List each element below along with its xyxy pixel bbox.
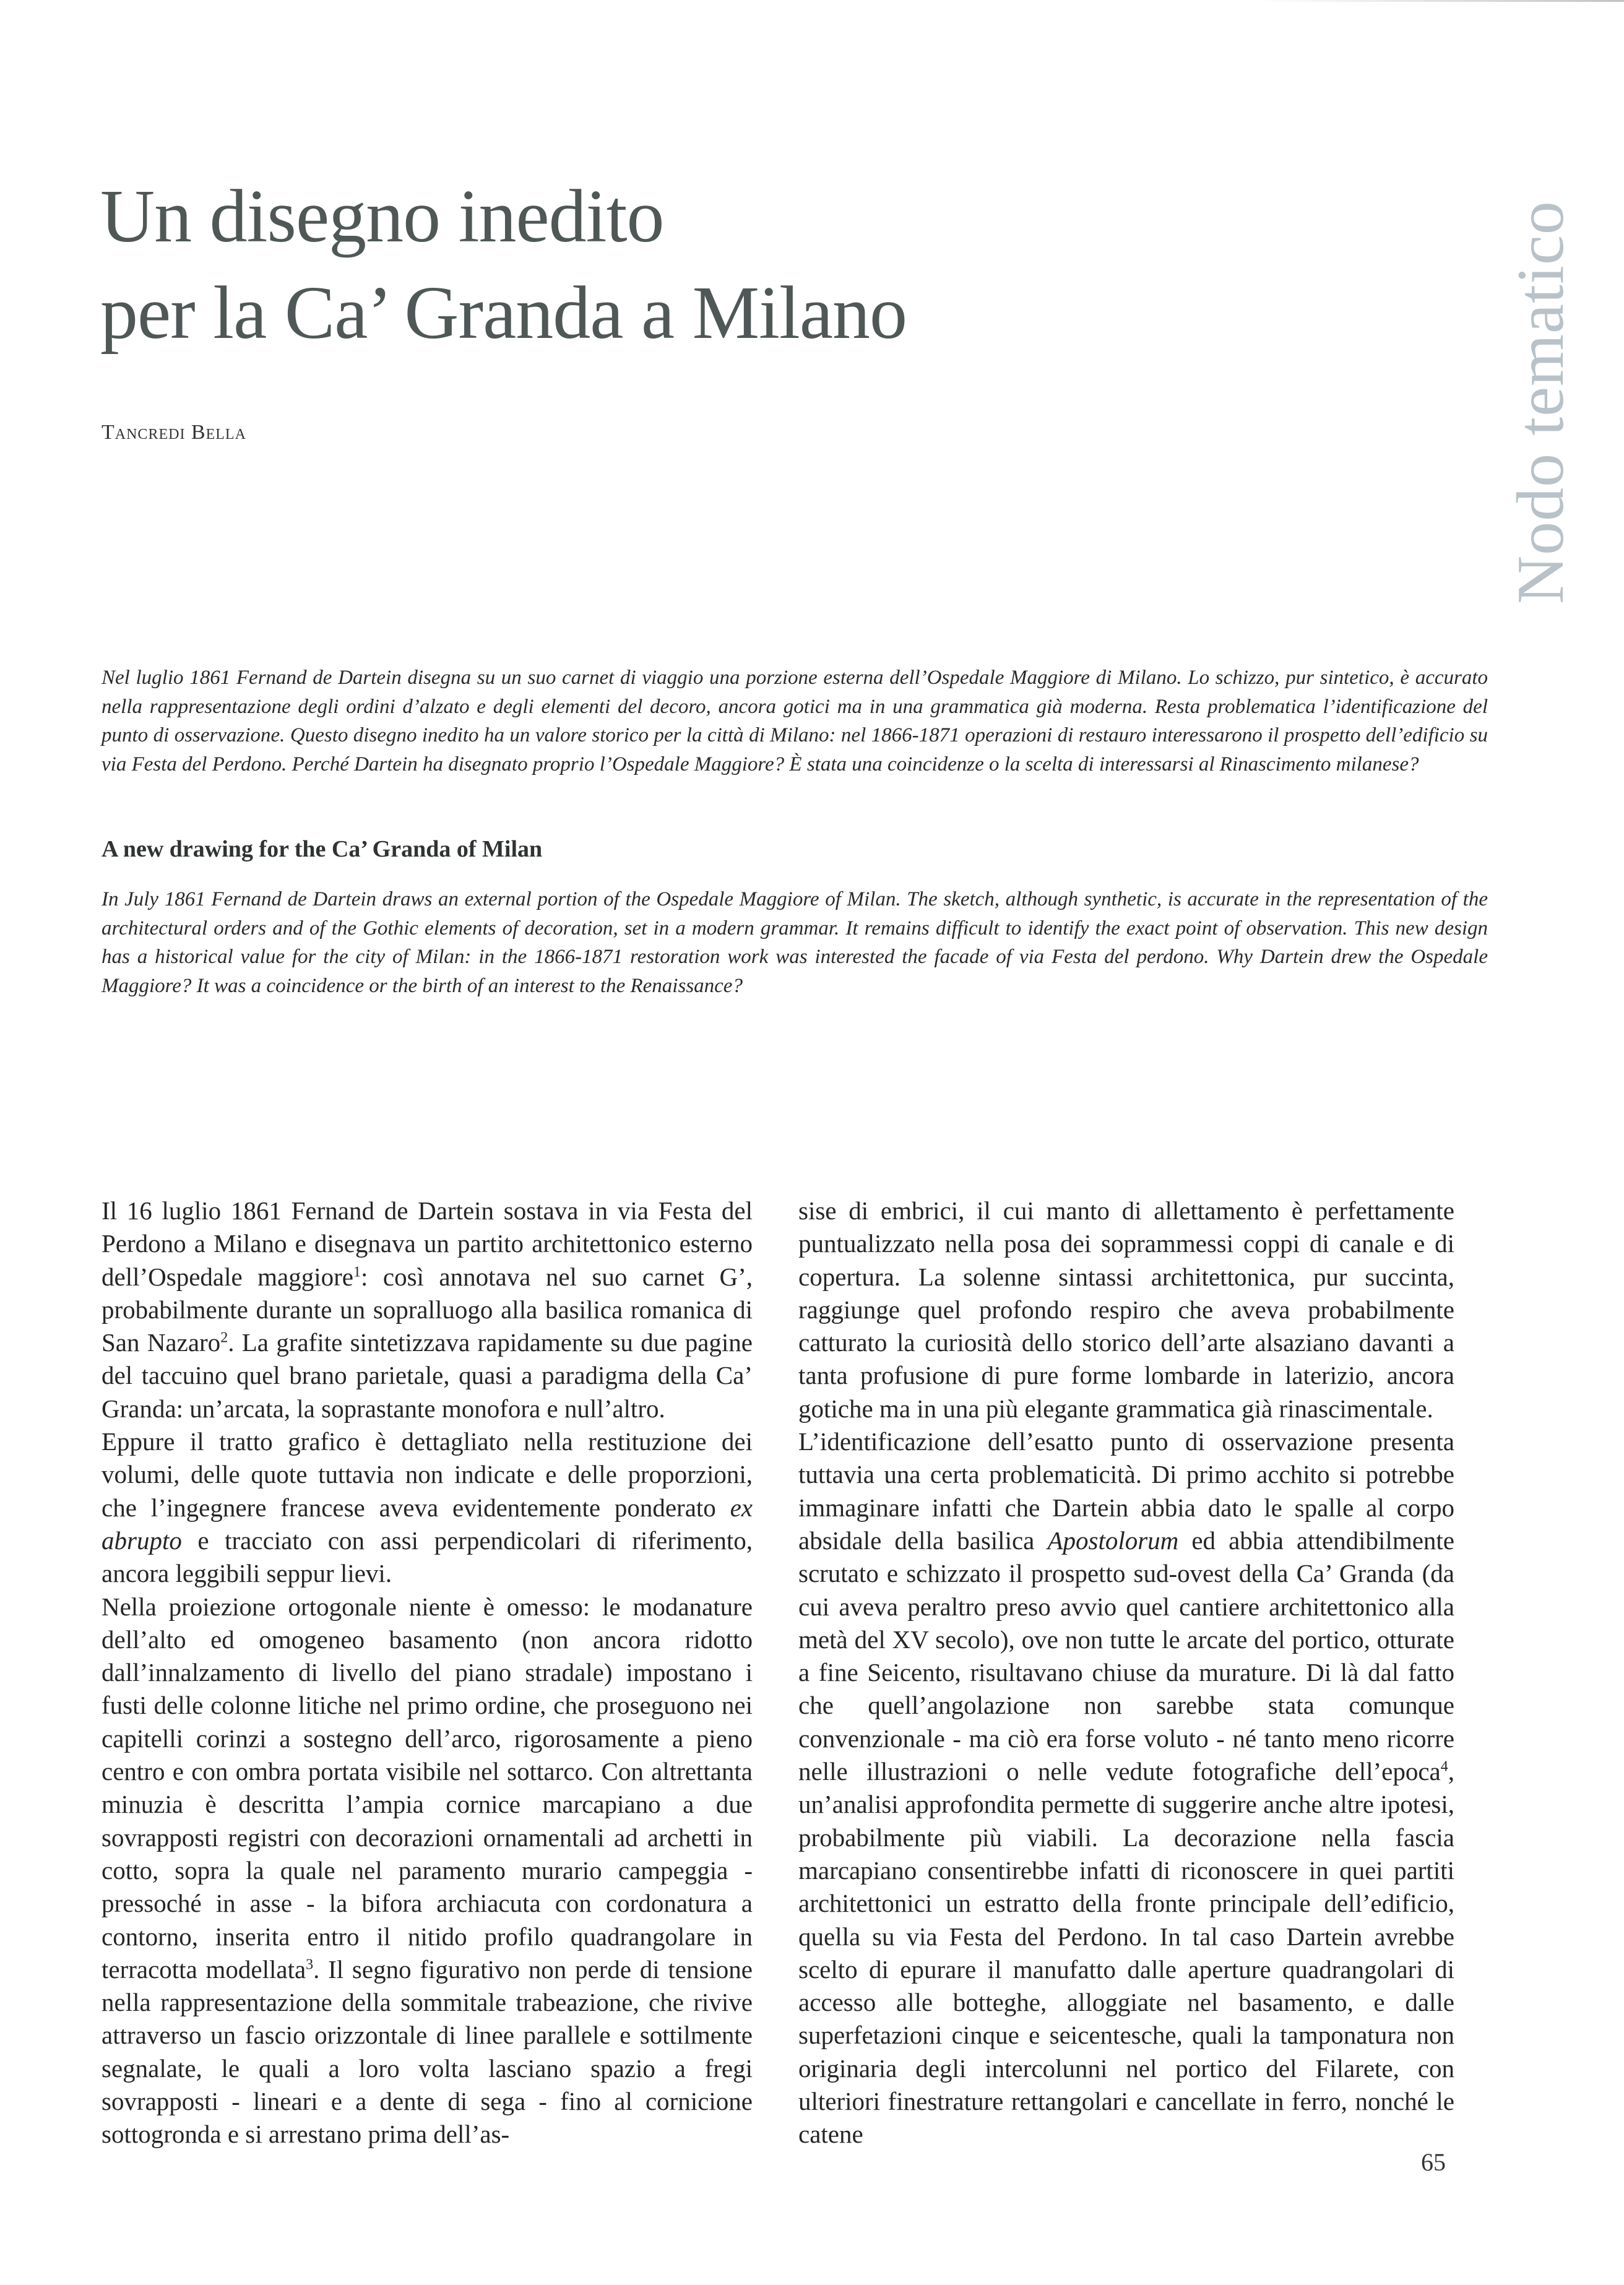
abstract-italian: Nel luglio 1861 Fernand de Dartein disegna su un suo carnet di viaggio una porzione esterna dell’Ospedale Maggiore di Milano. Lo schizzo, pur sintetico, è accurato nella rappresentazione degli ordini d’alzato e degli elementi del decoro, ancora gotici ma in una grammatica già moderna. Resta problematica l’identificazione del punto di osservazione. Questo disegno inedito ha un valore storico per la città di Milano: nel 1866-1871 operazioni di restauro interessarono il prospetto dell’edificio su via Festa del Perdono. Perché Dartein ha disegnato proprio l’Ospedale Maggiore? È stata una coincidenze o la scelta di interessarsi al Rinascimento milanese? bbox=[102, 667, 1488, 775]
body-paragraph: Il 16 luglio 1861 Fernand de Dartein sostava in via Festa del Perdono a Milano e disegnava un partito architettonico esterno dell’Ospedale maggiore$^1$: così annotava nel suo carnet G’, probabilmente durante un sopralluogo alla basilica romanica di San Nazaro$^2$. La grafite sintetizzava rapidamente su due pagine del taccuino quel brano parietale, quasi a paradigma della Ca’ Granda: un’arcata, la soprastante monofora e null’altro. bbox=[102, 1196, 753, 1423]
scan-edge-artifact bbox=[1256, 0, 1624, 2]
title-line-2: per la Ca’ Granda a Milano bbox=[100, 271, 907, 355]
abstract-english-heading: A new drawing for the Ca’ Granda of Milan bbox=[102, 836, 543, 862]
title-line-1: Un disegno inedito bbox=[100, 175, 664, 258]
article-title bbox=[100, 168, 907, 361]
footnote-ref[interactable]: 4 bbox=[1440, 1758, 1448, 1775]
section-label bbox=[1504, 201, 1578, 604]
footnote-ref[interactable]: 2 bbox=[220, 1329, 228, 1346]
body-paragraph: sise di embrici, il cui manto di allettamento è perfettamente puntualizzato nella posa dei soprammessi coppi di canale e di copertura. La solenne sintassi architettonica, pur succinta, raggiunge quel profondo respiro che aveva probabilmente catturato la curiosità dello storico dell’arte alsaziano davanti a tanta profusione di pure forme lombarde in laterizio, ancora gotiche ma in una più elegante grammatica già rinascimentale. bbox=[798, 1196, 1454, 1423]
body-paragraph: Eppure il tratto grafico è dettagliato nella restituzione dei volumi, delle quote tuttavia non indicate e delle proporzioni, che l’ingegnere francese aveva evidentemente ponderato ex abrupto e tracciato con assi perpendicolari di riferimento, ancora leggibili seppur lievi. bbox=[102, 1427, 753, 1588]
body-paragraph: Nella proiezione ortogonale niente è omesso: le modanature dell’alto ed omogeneo basamento (non ancora ridotto dall’innalzamento di livello del piano stradale) impostano i fusti delle colonne litiche nel primo ordine, che proseguono nei capitelli corinzi a sostegno dell’arco, rigorosamente a pieno centro e con ombra portata visibile nel sottarco. Con altrettanta minuzia è descritta l’ampia cornice marcapiano a due sovrapposti registri con decorazioni ornamentali ad archetti in cotto, sopra la quale nel paramento murario campeggia - pressoché in asse - la bifora archiacuta con cordonatura a contorno, inserita entro il nitido profilo quadrangolare in terracotta modellata$^3$. Il segno figurativo non perde di tensione nella rappresentazione della sommitale trabeazione, che rivive attraverso un fascio orizzontale di linee parallele e sottilmente segnalate, le quali a loro volta lasciano spazio a fregi sovrapposti - lineari e a dente di sega - fino al cornicione sottogronda e si arrestano prima dell’as- bbox=[102, 1592, 753, 2149]
section-label-text: Nodo tematico bbox=[1504, 201, 1578, 604]
footnote-ref[interactable]: 1 bbox=[353, 1263, 361, 1280]
page-number: 65 bbox=[1421, 2148, 1446, 2176]
body-column-right bbox=[798, 1194, 1454, 2151]
abstract-english: In July 1861 Fernand de Dartein draws an external portion of the Ospedale Maggiore of Milan. The sketch, although synthetic, is accurate in the representation of the architectural orders and of the Gothic elements of decoration, set in a modern grammar. It remains difficult to identify the exact point of observation. This new design has a historical value for the city of Milan: in the 1866-1871 restoration work was interested the facade of via Festa del perdono. Why Dartein drew the Ospedale Maggiore? It was a coincidence or the birth of an interest to the Renaissance? bbox=[102, 888, 1488, 997]
body-paragraph: L’identificazione dell’esatto punto di osservazione presenta tuttavia una certa problematicità. Di primo acchito si potrebbe immaginare infatti che Dartein abbia dato le spalle al corpo absidale della basilica Apostolorum ed abbia attendibilmente scrutato e schizzato il prospetto sud-ovest della Ca’ Granda (da cui aveva peraltro preso avvio quel cantiere architettonico alla metà del XV secolo), ove non tutte le arcate del portico, otturate a fine Seicento, risultavano chiuse da murature. Di là dal fatto che quell’angolazione non sarebbe stata comunque convenzionale - ma ciò era forse voluto - né tanto meno ricorre nelle illustrazioni o nelle vedute fotografiche dell’epoca$^4$, un’analisi approfondita permette di suggerire anche altre ipotesi, probabilmente più viabili. La decorazione nella fascia marcapiano consentirebbe infatti di riconoscere in quei partiti architettonici un estratto della fronte principale dell’edificio, quella su via Festa del Perdono. In tal caso Dartein avrebbe scelto di epurare il manufatto dalle aperture quadrangolari di accesso alle botteghe, alloggiate nel basamento, e dalle superfetazioni cinque e seicentesche, quali la tamponatura non originaria degli intercolunni nel portico del Filarete, con ulteriori finestrature rettangolari e cancellate in ferro, nonché le catene bbox=[798, 1427, 1455, 2149]
footnote-ref[interactable]: 3 bbox=[306, 1956, 314, 1973]
author-name: Tancredi Bella bbox=[102, 421, 246, 444]
body-column-left bbox=[102, 1194, 753, 2151]
